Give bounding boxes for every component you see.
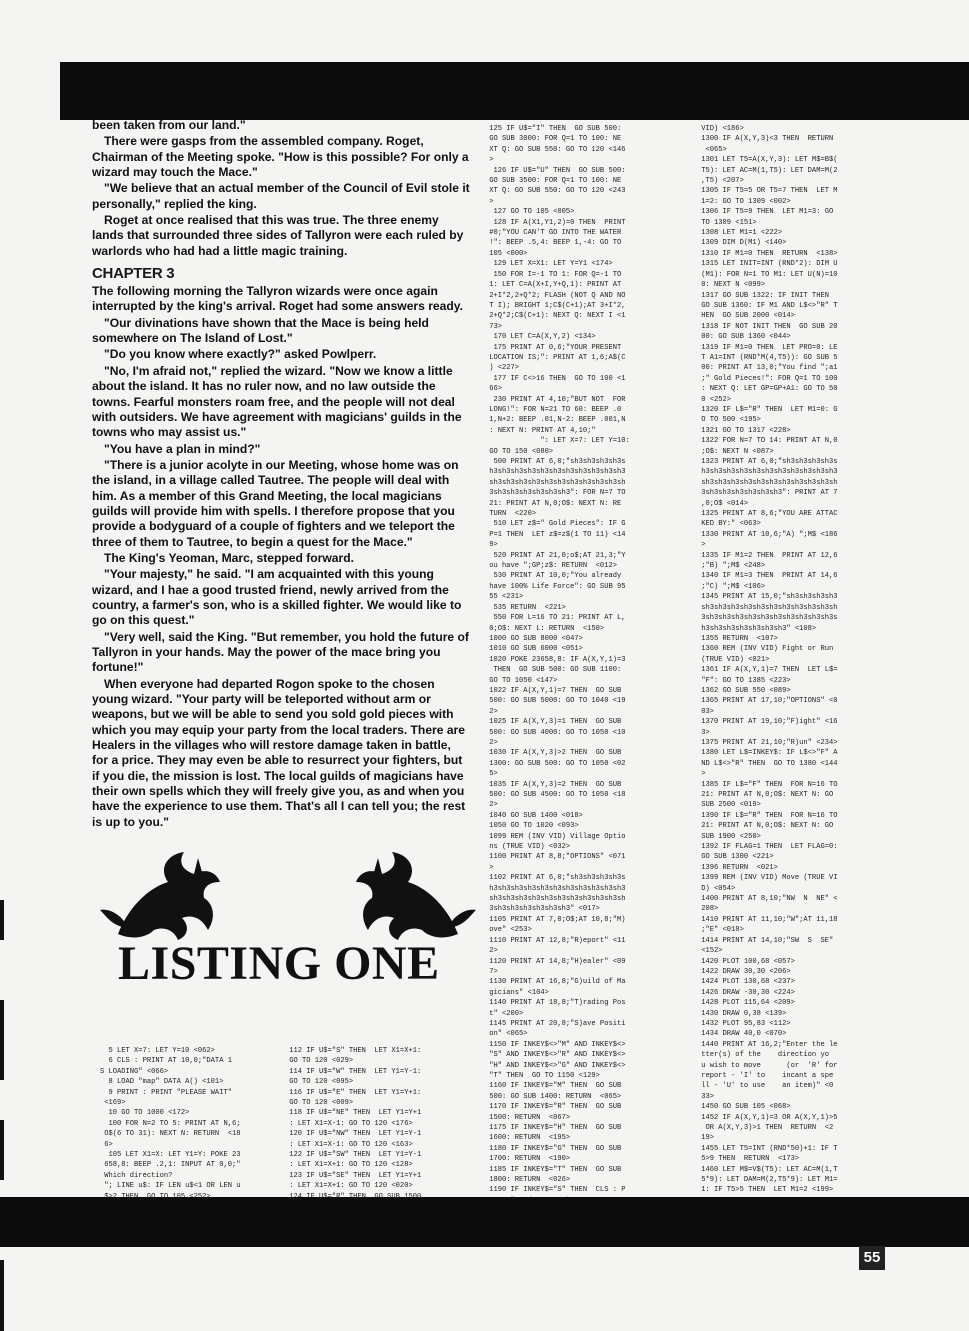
story-paragraph: "You have a plan in mind?" <box>104 441 261 456</box>
story-paragraph: "There is a junior acolyte in our Meeting, whose home was on the island, in a village called Tautree. The people will deal with him. As a member of this Grand Meeting, the local magicians guilds will provide him with spells. I therefore propose that you provide a bodyguard of a couple of fighters and we teleport the three of them to Tautree, to begin a quest for the Mace." <box>92 457 459 549</box>
edge-mark <box>0 900 4 940</box>
edge-mark <box>0 1260 4 1331</box>
story-paragraph: "Do you know where exactly?" asked Powlperr. <box>104 347 377 362</box>
dragon-left-icon <box>100 852 220 940</box>
story-paragraph: The following morning the Tallyron wizards were once again interrupted by the king's arrival. Roget had some answers ready. <box>92 284 463 314</box>
story-paragraph: "Your majesty," he said. "I am acquainted with this young wizard, and I hae a good trusted friend, newly arrived from the country, a farmer's son, who is a skilled fighter. We would like to go on this quest." <box>92 567 462 628</box>
edge-mark <box>0 1120 4 1180</box>
story-paragraph: There were gasps from the assembled company. Roget, Chairman of the Meeting spoke. "How is this possible? For only a wizard may touch the Mace." <box>92 134 469 180</box>
listing-title: LISTING ONE <box>118 937 440 990</box>
story-paragraph: The King's Yeoman, Marc, stepped forward. <box>104 550 354 565</box>
story-paragraph: Roget at once realised that this was true. The three enemy lands that surrounded three sides of Tallyron were each ruled by warlords who had had a little magic training. <box>92 213 464 258</box>
page-number: 55 <box>859 1246 885 1270</box>
edge-mark <box>0 1000 4 1080</box>
listing-column-4: VID) <186> 1300 IF A(X,Y,3)<3 THEN RETURN <065> 1301 LET T5=A(X,Y,3): LET M$=B$( T5): LET AC=M(1,T5): LET DAM=M(2 ,T5) <207> 1305 IF T5=5 OR T5=7 THEN LET M 1=2: GO TO 1309 <002> 1306 IF T5=9 THEN LET M1=3: GO TO 1309 <151> 1308 LET M1=1 <222> 1309 DIM D(M1) <140> 1310 IF M1=0 THEN RETURN <138> 1315 LET INIT=INT (RND*2): DIM U (M1): FOR N=1 TO M1: LET U(N)=10 0: NEXT N <099> 1317 GO SUB 1322: IF INIT THEN GO SUB 1360: IF M1 AND L$<>"R" T HEN GO SUB 2000 <014> 1318 IF NOT INIT THEN GO SUB 20 00: GO SUB 1360 <044> 1319 IF M1=0 THEN LET PRO=0: LE T A1=INT (RND*M(4,T5)): GO SUB 5 00: PRINT AT 13,0;"You find ";a1 ;" Gold Pieces!": FOR Q=1 TO 100 : NEXT Q: LET GP=GP+A1: GO TO 50 0 <252> 1320 IF L$="R" THEN LET M1=0: G O TO 500 <195> 1321 GO TO 1317 <228> 1322 FOR N=7 TO 14: PRINT AT N,0 ;O$: NEXT N <087> 1323 PRINT AT 6,0;"sh3sh3sh3sh3s h3sh3sh3sh3sh3sh3sh3sh3sh3sh3sh3 sh3sh3sh3sh3sh3sh3sh3sh3sh3sh3sh 3sh3sh3sh3sh3sh3sh3": PRINT AT 7 ,0;O$ <014> 1325 PRINT AT 8,6;"YOU ARE ATTAC KED BY:" <063> 1330 PRINT AT 10,6;"A) ";M$ <186 > 1335 IF M1=2 THEN PRINT AT 12,6 ;"B) ";M$ <248> 1340 IF M1=3 THEN PRINT AT 14,6 ;"C) ";M$ <106> 1345 PRINT AT 15,0;"sh3sh3sh3sh3 sh3sh3sh3sh3sh3sh3sh3sh3sh3sh3sh 3sh3sh3sh3sh3sh3sh3sh3sh3sh3sh3s h3sh3sh3sh3sh3sh3sh3" <108> 1355 RETURN <107> 1360 REM (INV VID) Fight or Run (TRUE VID) <021> 1361 IF A(X,Y,1)=7 THEN LET L$= "F": GO TO 1385 <223> 1362 GO SUB 550 <089> 1365 PRINT AT 17,10;"OPTIONS" <0 03> 1370 PRINT AT 19,10;"F)ight" <16 3> 1375 PRINT AT 21,10;"R)un" <234> 1380 LET L$=INKEY$: IF L$<>"F" A ND L$<>"R" THEN GO TO 1380 <144 > 1385 IF L$="F" THEN FOR N=16 TO 21: PRINT AT N,0;O$: NEXT N: GO SUB 2500 <019> 1390 IF L$="R" THEN FOR N=16 TO 21: PRINT AT N,0;O$: NEXT N: GO SUB 1900 <250> 1392 IF FLAG=1 THEN LET FLAG=0: GO SUB 1300 <221> 1396 RETURN <021> 1399 REM (INV VID) Move (TRUE VI D) <054> 1400 PRINT AT 8,10;"NW N NE" < 208> 1410 PRINT AT 11,10;"W";AT 11,18 ;"E" <018> 1414 PRINT AT 14,10;"SW S SE" <152> 1420 PLOT 100,68 <057> 1422 DRAW 30,30 <206> 1424 PLOT 130,68 <237> 1426 DRAW -30,30 <224> 1428 PLOT 115,64 <209> 1430 DRAW 0,38 <139> 1432 PLOT 95,83 <112> 1434 DRAW 40,0 <070> 1440 PRINT AT 16,2;"Enter the le tter(s) of the direction yo u wish to move (or 'R' for report - 'I' to incant a spe ll - 'U' to use an item)" <0 33> 1450 GO SUB 105 <068> 1452 IF A(X,Y,1)=3 OR A(X,Y,1)>5 OR A(X,Y,3)>1 THEN RETURN <2 19> 1455 LET T5=INT (RND*50)+1: IF T 5>9 THEN RETURN <173> 1460 LET M$=V$(T5): LET AC=M(1,T 5*9): LET DAM=M(2,T5*9): LET M1= 1: IF T5>5 THEN LET M1=2 <199> <box>701 125 838 1195</box>
story-paragraph: "No, I'm afraid not," replied the wizard. "Now we know a little about the island. It has no ruler now, and no law outside the towns. Fearful monsters roam free, and the people will not deal with outsiders. We have agreement with magicians' guilds in the towns who may assist us." <box>92 363 462 440</box>
listing-column-2: 112 IF U$="S" THEN LET X1=X+1: GO TO 120 <029> 114 IF U$="W" THEN LET Y1=Y-1: GO TO 120 <095> 116 IF U$="E" THEN LET Y1=Y+1: GO TO 120 <009> 118 IF U$="NE" THEN LET Y1=Y+1 : LET X1=X-1: GO TO 120 <176> 120 IF U$="NW" THEN LET Y1=Y-1 : LET X1=X-1: GO TO 120 <163> 122 IF U$="SW" THEN LET Y1=Y-1 : LET X1=X+1: GO TO 120 <128> 123 IF U$="SE" THEN LET Y1=Y+1 : LET X1=X+1: GO TO 120 <020> <box>289 1047 422 1191</box>
header-black-bar <box>60 62 969 120</box>
footer-black-bar <box>0 1197 969 1247</box>
listing-column-3: 125 IF U$="I" THEN GO SUB 500: GO SUB 3000: FOR Q=1 TO 100: NE XT Q: GO SUB 550: GO TO 120 <146 > 126 IF U$="U" THEN GO SUB 500: GO SUB 3500: FOR Q=1 TO 100: NE XT Q: GO SUB 550: GO TO 120 <243 > 127 GO TO 105 <005> 128 IF A(X1,Y1,2)=0 THEN PRINT #0;"YOU CAN'T GO INTO THE WATER !": BEEP .5,4: BEEP 1,-4: GO TO 105 <000> 129 LET X=X1: LET Y=Y1 <174> 150 FOR I=-1 TO 1: FOR Q=-1 TO 1: LET C=A(X+I,Y+Q,1): PRINT AT 2+I*2,2+Q*2; FLASH (NOT Q AND NO T I); BRIGHT 1;C$(C+1);AT 3+I*2, 2+Q*2;C$(C+1): NEXT Q: NEXT I <1 73> 170 LET C=A(X,Y,2) <134> 175 PRINT AT 0,6;"YOUR PRESENT LOCATION IS;": PRINT AT 1,6;A$(C ) <227> 177 IF C<>16 THEN GO TO 100 <1 66> 230 PRINT AT 4,10;"BUT NOT FOR LONG!": FOR N=21 TO 60: BEEP .0 1,N+2: BEEP .01,N-2: BEEP .001,N : NEXT N: PRINT AT 4,10;" ": LET X=7: LET Y=10: GO TO 150 <080> 500 PRINT AT 6,0;"sh3sh3sh3sh3s h3sh3sh3sh3sh3sh3sh3sh3sh3sh3sh3 sh3sh3sh3sh3sh3sh3sh3sh3sh3sh3sh 3sh3sh3sh3sh3sh3sh3": FOR N=7 TO 21: PRINT AT N,0;O$: NEXT N: RE TURN <220> 510 LET z$=" Gold Pieces": IF G P=1 THEN LET z$=z$(1 TO 11) <14 9> 520 PRINT AT 21,0;o$;AT 21,3;"Y ou have ";GP;z$: RETURN <012> 530 PRINT AT 10,0;"You already have 100% Life Force": GO SUB 95 55 <231> 535 RETURN <221> 550 FOR L=16 TO 21: PRINT AT L, 0;O$: NEXT L: RETURN <150> 1000 GO SUB 8000 <047> 1010 GO SUB 6000 <051> 1020 POKE 23658,8: IF A(X,Y,1)=3 THEN GO SUB 500: GO SUB 1100: GO TO 1050 <147> 1022 IF A(X,Y,1)=7 THEN GO SUB 500: GO SUB 5000: GO TO 1040 <19 2> 1025 IF A(X,Y,3)=1 THEN GO SUB 500: GO SUB 4000: GO TO 1050 <10 2> 1030 IF A(X,Y,3)>2 THEN GO SUB 1300: GO SUB 500: GO TO 1050 <02 5> 1035 IF A(X,Y,3)=2 THEN GO SUB 500: GO SUB 4500: GO TO 1050 <18 2> 1040 GO SUB 1400 <018> 1050 GO TO 1020 <093> 1099 REM (INV VID) Village Optio ns (TRUE VID) <032> 1100 PRINT AT 8,8;"OPTIONS" <071 > 1102 PRINT AT 6,0;"sh3sh3sh3sh3s h3sh3sh3sh3sh3sh3sh3sh3sh3sh3sh3 sh3sh3sh3sh3sh3sh3sh3sh3sh3sh3sh 3sh3sh3sh3sh3sh3sh3" <017> 1105 PRINT AT 7,0;O$;AT 10,8;"M) ove" <253> 1110 PRINT AT 12,8;"R)eport" <11 2> 1120 PRINT AT 14,8;"H)ealer" <09 7> 1130 PRINT AT 16,8;"G)uild of Ma gicians" <104> 1140 PRINT AT 18,8;"T)rading Pos t" <200> 1145 PRINT AT 20,8;"S)ave Positi on" <065> 1150 IF INKEY$<>"M" AND INKEY$<> "S" AND INKEY$<>"R" AND INKEY$<> "H" AND INKEY$<>"G" AND INKEY$<> "T" THEN GO TO 1150 <129> 1160 IF INKEY$="M" THEN GO SUB 500: GO SUB 1400: RETURN <065> 1170 IF INKEY$="R" THEN GO SUB 1500: RETURN <067> 1175 IF INKEY$="H" THEN GO SUB 1600: RETURN <195> 1180 IF INKEY$="G" THEN GO SUB 1700: RETURN <190> 1185 IF INKEY$="T" THEN GO SUB 1800: RETURN <026> 1190 IF INKEY$="S" THEN CLS : P <box>489 125 630 1195</box>
dragon-illustrations <box>98 848 478 944</box>
chapter-heading: CHAPTER 3 <box>92 265 175 283</box>
listing-column-1: 5 LET X=7: LET Y=10 <062> 6 CLS : PRINT AT 10,0;"DATA 1 S LOADING" <066> 8 LOAD "map" DATA A() <101> 9 PRINT : PRINT "PLEASE WAIT" <169> 10 GO TO 1000 <172> 100 FOR N=2 TO 5: PRINT AT N,6; O$(6 TO 31): NEXT N: RETURN <18 6> 105 LET X1=X: LET Y1=Y: POKE 23 658,8: BEEP .2,1: INPUT AT 0,0;" Which direction? "; LINE u$: IF LEN u$<1 OR LEN u <box>100 1047 241 1191</box>
dragon-right-icon <box>356 852 476 940</box>
story-paragraph: When everyone had departed Rogon spoke to the chosen young wizard. "Your party will be teleported without arm or weapons, but we will be able to send you sold gold pieces with which you may equip your party from the local traders. There are Healers in the villages who will restore damage taken in battle, for a price. They may even be able to resurrect your fighters, but if you die, the mission is lost. The local guilds of magicians have their own spells which they will freely give you, as and when you have the experience to use them. That's all I can tell you; the rest is up to you." <box>92 676 466 829</box>
story-paragraph: "Our divinations have shown that the Mace is being held somewhere on The Island of Lost." <box>92 315 429 346</box>
story-paragraph: been taken from our land." <box>92 118 246 132</box>
story-paragraph: "Very well, said the King. "But remember, you hold the future of Tallyron in your hands. May the power of the mace bring you fortune!" <box>92 629 469 675</box>
story-paragraph: "We believe that an actual member of the Council of Evil stole it personally," replied the king. <box>92 181 470 211</box>
story-text <box>92 118 470 831</box>
